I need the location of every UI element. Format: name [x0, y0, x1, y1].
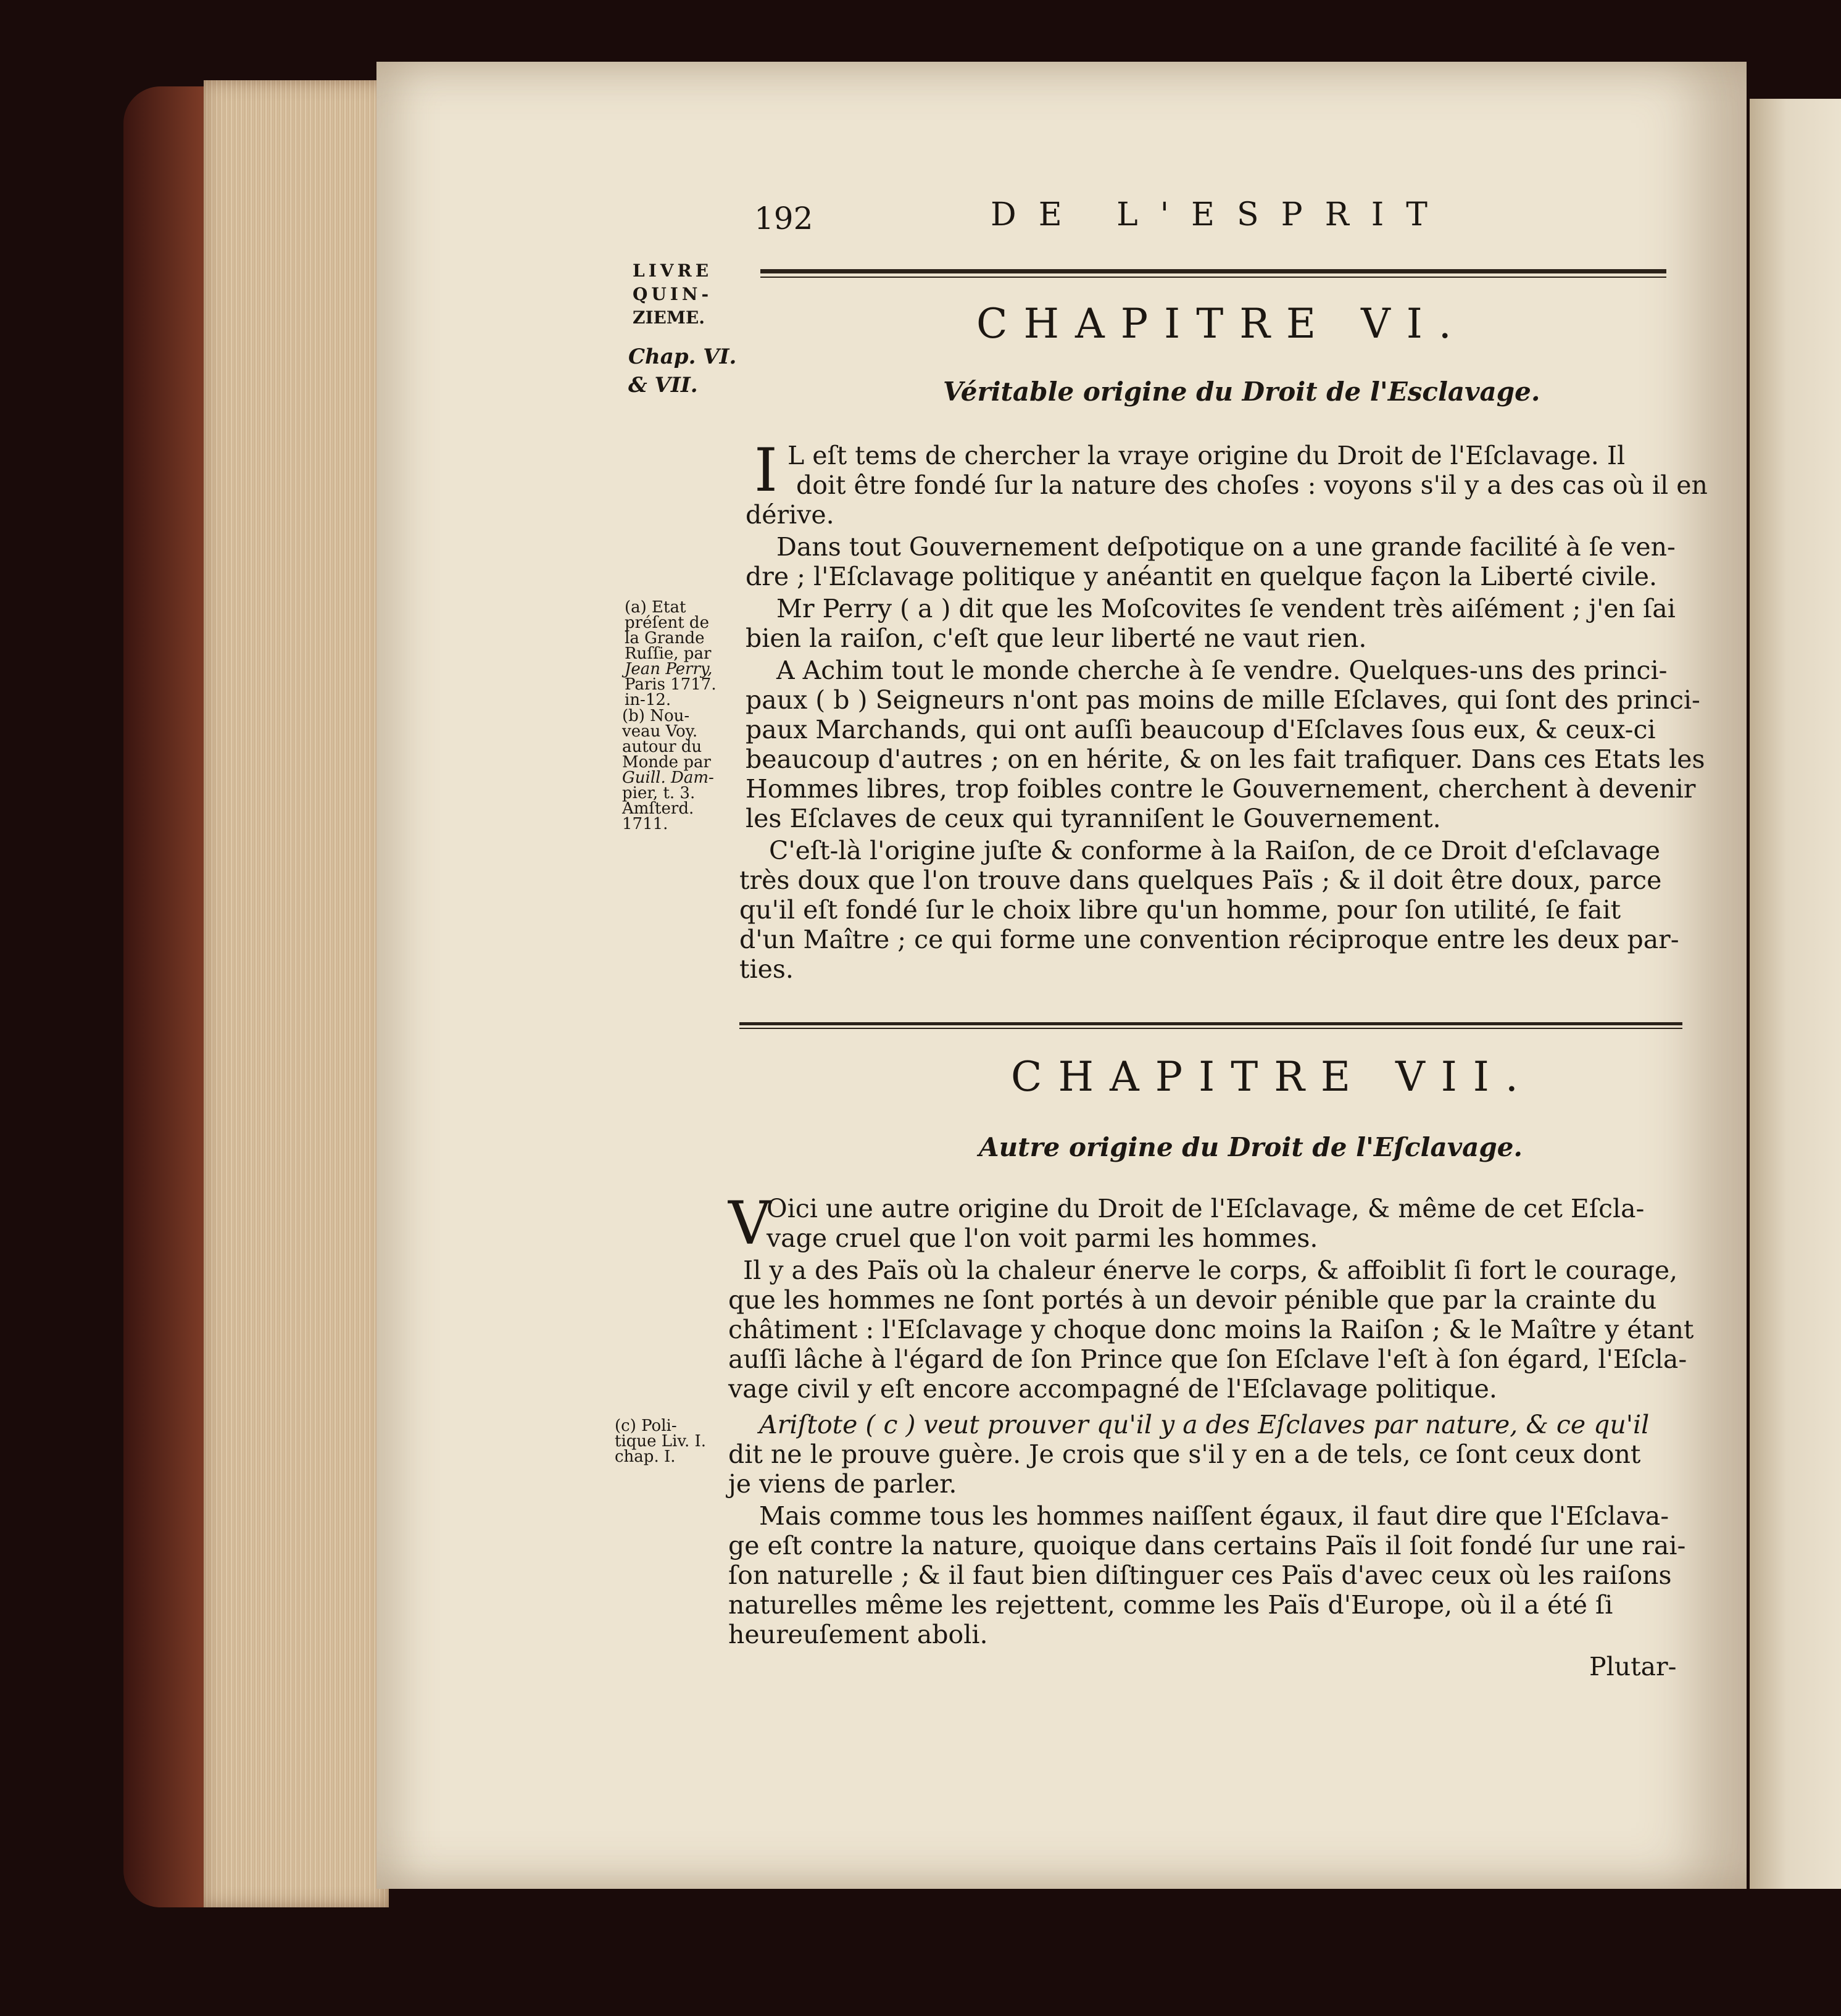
catchword: Plutar- [1589, 1652, 1677, 1681]
note-line: pier, t. 3. [622, 784, 696, 802]
margin-line: & VII. [628, 373, 698, 398]
text-line: qu'il eſt fondé ſur le choix libre qu'un homme, pour ſon utilité, ſe fait [739, 895, 1621, 925]
text-line: ge eſt contre la nature, quoique dans certains Païs il ſoit fondé ſur une rai- [728, 1531, 1686, 1560]
text-line: Il y a des Païs où la chaleur énerve le corps, & affoiblit ſi fort le courage, [743, 1256, 1678, 1285]
text-line: les Eſclaves de ceux qui tyranniſent le Gouvernement. [746, 804, 1441, 833]
note-line: Guill. Dam- [622, 768, 714, 787]
note-line: Ruſſie, par [625, 644, 712, 663]
chapter-6-dropcap: I [754, 436, 778, 505]
marginal-note-b [622, 709, 714, 832]
margin-line: QUIN- [633, 284, 713, 304]
marginal-note-a [625, 600, 717, 708]
margin-chapter-ref [628, 343, 736, 399]
note-line: veau Voy. [622, 722, 698, 741]
text-line: je viens de parler. [728, 1469, 957, 1499]
text-line: vage civil y eſt encore accompagné de l'Eſclavage politique. [728, 1374, 1497, 1404]
note-line: (a) Etat [625, 598, 686, 617]
text-line: Mais comme tous les hommes naiſſent égaux, il faut dire que l'Eſclava- [759, 1501, 1669, 1531]
marginal-note-c [615, 1418, 706, 1465]
head-rule-thin [760, 277, 1666, 278]
running-title: DE L'ESPRIT [991, 196, 1450, 233]
text-line: auſſi lâche à l'égard de ſon Prince que ſon Eſclave l'eſt à ſon égard, l'Eſcla- [728, 1344, 1687, 1374]
note-line: chap. I. [615, 1447, 676, 1466]
text-line: Hommes libres, trop foibles contre le Gouvernement, cherchent à devenir [746, 774, 1696, 804]
chapter-6-subtitle: Véritable origine du Droit de l'Esclavage. [943, 377, 1540, 407]
chapter-7-heading: CHAPITRE VII. [1011, 1053, 1534, 1101]
margin-line: ZIEME. [633, 307, 705, 328]
text-line: A Achim tout le monde cherche à ſe vendre. Quelques-uns des princi- [776, 656, 1668, 685]
chapter-7-subtitle: Autre origine du Droit de l'Eſclavage. [979, 1132, 1523, 1162]
text-line: C'eſt-là l'origine juſte & conforme à la Raiſon, de ce Droit d'eſclavage [769, 836, 1661, 865]
margin-line: Chap. VI. [628, 344, 737, 369]
text-line: ſon naturelle ; & il faut bien diſtinguer ces Païs d'avec ceux où les raiſons [728, 1560, 1672, 1590]
chapter-6-heading: CHAPITRE VI. [976, 300, 1468, 348]
note-line: tique Liv. I. [615, 1432, 707, 1451]
text-line: dit ne le prouve guère. Je crois que s'il y en a de tels, ce ſont ceux dont [728, 1439, 1641, 1469]
note-line: 1711. [622, 815, 668, 833]
chapter-rule-thin [739, 1028, 1682, 1029]
note-line: in-12. [625, 691, 671, 709]
head-rule [760, 269, 1666, 273]
note-line: la Grande [625, 629, 705, 648]
chapter-rule [739, 1022, 1682, 1025]
text-line: paux ( b ) Seigneurs n'ont pas moins de mille Eſclaves, qui ſont des princi- [746, 685, 1700, 715]
margin-book-heading [633, 259, 712, 330]
text-line: naturelles même les rejettent, comme les Païs d'Europe, où il a été ſi [728, 1590, 1613, 1620]
text-line: très doux que l'on trouve dans quelques Païs ; & il doit être doux, parce [739, 865, 1662, 895]
text-line: dre ; l'Eſclavage politique y anéantit en quelque façon la Liberté civile. [746, 562, 1658, 591]
note-line: préſent de [625, 614, 709, 632]
text-line: d'un Maître ; ce qui forme une convention réciproque entre les deux par- [739, 925, 1679, 954]
margin-line: LIVRE [633, 260, 713, 281]
text-line: L eſt tems de chercher la vraye origine du Droit de l'Eſclavage. Il [788, 441, 1626, 470]
text-line: vage cruel que l'on voit parmi les hommes. [767, 1223, 1318, 1253]
note-line: (c) Poli- [615, 1417, 677, 1435]
text-line: Ariſtote ( c ) veut prouver qu'il y a des Eſclaves par nature, & ce qu'il [759, 1410, 1650, 1439]
note-line: Amſterd. [622, 799, 694, 818]
note-line: Monde par [622, 753, 711, 772]
text-line: paux Marchands, qui ont auſſi beaucoup d'Eſclaves ſous eux, & ceux-ci [746, 715, 1656, 744]
text-line: châtiment : l'Eſclavage y choque donc moins la Raiſon ; & le Maître y étant [728, 1315, 1694, 1344]
text-line: doit être fondé ſur la nature des choſes : voyons s'il y a des cas où il en [796, 470, 1708, 500]
text-line: Dans tout Gouvernement deſpotique on a une grande facilité à ſe ven- [776, 532, 1676, 562]
text-line: heureuſement aboli. [728, 1620, 988, 1649]
page-edges [204, 80, 389, 1907]
text-line: dérive. [746, 500, 834, 530]
note-line: Paris 1717. [625, 675, 717, 694]
note-line: (b) Nou- [622, 707, 690, 725]
chapter-7-dropcap: V [728, 1189, 771, 1258]
text-line: bien la raiſon, c'eſt que leur liberté ne vaut rien. [746, 623, 1367, 653]
page-number: 192 [754, 201, 813, 236]
text-line: ties. [739, 954, 794, 984]
note-line: Jean Perry, [625, 660, 713, 678]
text-line: que les hommes ne ſont portés à un devoir pénible que par la crainte du [728, 1285, 1657, 1315]
text-line: Oici une autre origine du Droit de l'Eſclavage, & même de cet Eſcla- [767, 1194, 1645, 1223]
note-line: autour du [622, 738, 702, 756]
text-line: Mr Perry ( a ) dit que les Moſcovites ſe vendent très aiſément ; j'en ſai [776, 594, 1676, 623]
text-line: beaucoup d'autres ; on en hérite, & on les fait trafiquer. Dans ces Etats les [746, 744, 1705, 774]
facing-page-edge [1750, 99, 1841, 1889]
